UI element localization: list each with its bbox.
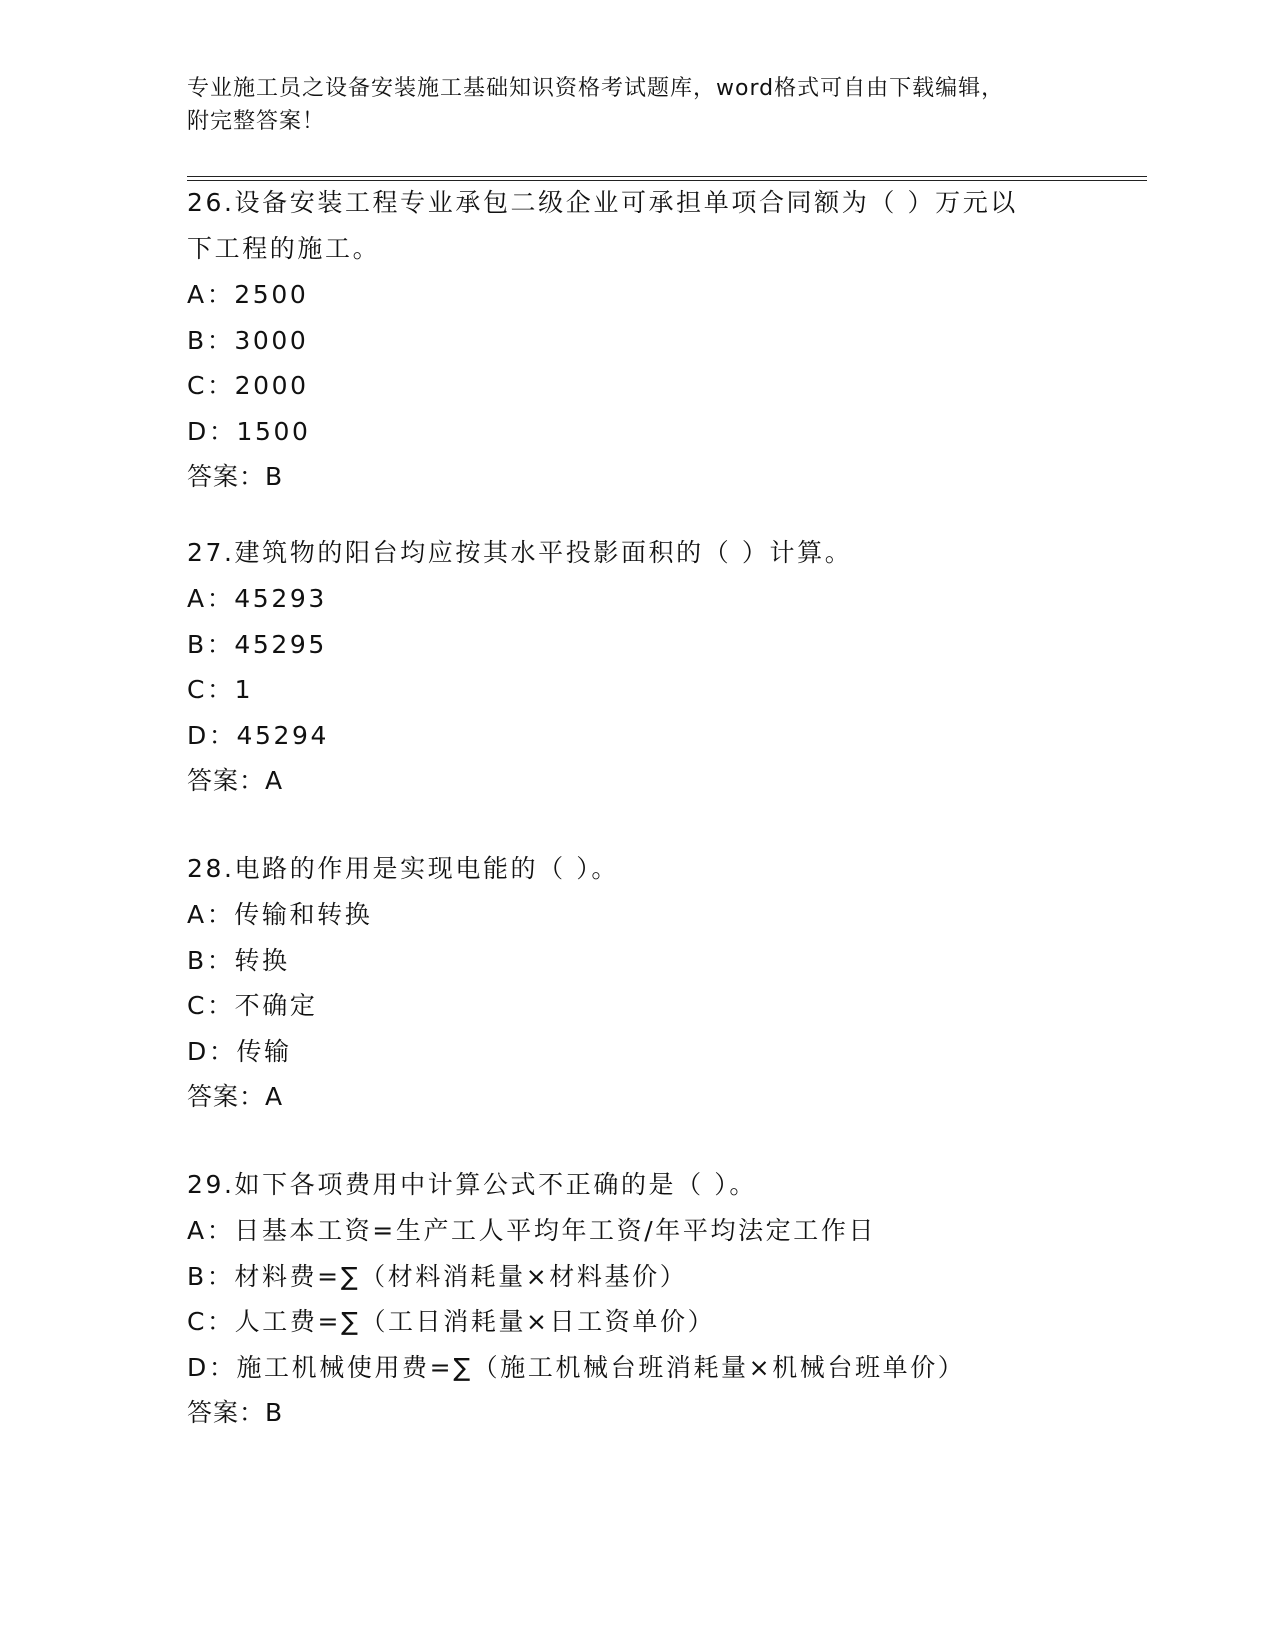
question-stem-line-1: 28.电路的作用是实现电能的（ ）。 [187,854,620,883]
question-stem-line-2: 下工程的施工。 [187,234,381,263]
option-b: B：3000 [187,325,309,355]
answer: 答案：B [187,462,284,491]
question-27 [187,530,1147,804]
option-b: B：材料费=∑（材料消耗量×材料基价） [187,1261,688,1291]
question-stem [187,530,1067,576]
option-c: C：2000 [187,371,309,400]
option-a: A：45293 [187,584,327,613]
question-28 [187,846,1147,1120]
header-line-2: 附完整答案！ [187,109,326,134]
option-a: A：2500 [187,280,309,309]
answer: 答案：A [187,766,284,795]
question-stem-line-1: 27.建筑物的阳台均应按其水平投影面积的（ ）计算。 [187,538,853,567]
option-a: A：日基本工资=生产工人平均年工资/年平均法定工作日 [187,1216,877,1245]
question-stem [187,180,1067,272]
document-header [187,72,1067,138]
option-a: A：传输和转换 [187,900,373,929]
option-d: D：传输 [187,1036,292,1066]
option-b: B：45295 [187,629,327,659]
option-d: D：45294 [187,720,329,750]
question-26 [187,180,1147,500]
option-c: C：人工费=∑（工日消耗量×日工资单价） [187,1307,716,1336]
option-b: B：转换 [187,945,290,975]
question-stem [187,1162,1067,1208]
option-d: D：施工机械使用费=∑（施工机械台班消耗量×机械台班单价） [187,1352,966,1382]
answer: 答案：B [187,1398,284,1427]
option-c: C：不确定 [187,991,318,1020]
header-line-1: 专业施工员之设备安装施工基础知识资格考试题库，word格式可自由下载编辑， [187,76,1005,101]
question-stem-line-1: 29.如下各项费用中计算公式不正确的是（ ）。 [187,1170,758,1199]
answer: 答案：A [187,1082,284,1111]
question-29 [187,1162,1147,1436]
option-c: C：1 [187,675,254,704]
option-d: D：1500 [187,416,311,446]
question-stem-line-1: 26.设备安装工程专业承包二级企业可承担单项合同额为（ ）万元以 [187,188,1018,217]
question-stem [187,846,1067,892]
